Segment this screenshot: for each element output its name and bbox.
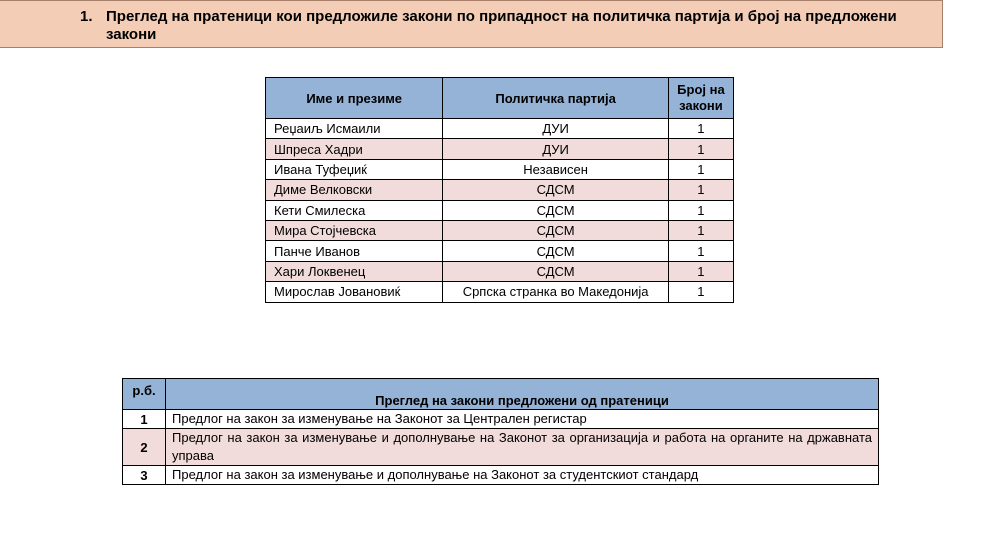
cell-name: Диме Велковски — [266, 180, 443, 200]
cell-name: Панче Иванов — [266, 241, 443, 261]
cell-count: 1 — [668, 159, 733, 179]
cell-name: Кети Смилеска — [266, 200, 443, 220]
cell-count: 1 — [668, 180, 733, 200]
column-header-party: Политичка партија — [443, 78, 668, 119]
cell-party: ДУИ — [443, 119, 668, 139]
laws-table — [122, 378, 879, 485]
cell-party: СДСМ — [443, 180, 668, 200]
cell-name: Мирослав Јовановиќ — [266, 282, 443, 302]
cell-party: СДСМ — [443, 200, 668, 220]
cell-count: 1 — [668, 200, 733, 220]
table-row — [266, 119, 734, 139]
table-row — [266, 261, 734, 281]
table-row — [266, 282, 734, 302]
cell-count: 1 — [668, 261, 733, 281]
cell-party: ДУИ — [443, 139, 668, 159]
cell-name: Ивана Туфеџиќ — [266, 159, 443, 179]
cell-name: Мира Стојчевска — [266, 220, 443, 240]
cell-ordinal: 2 — [123, 429, 166, 466]
cell-count: 1 — [668, 220, 733, 240]
column-header-ordinal: р.б. — [123, 379, 166, 410]
cell-law-title: Предлог на закон за изменување и дополнување на Законот за студентскиот стандард — [166, 466, 879, 485]
column-header-laws: Преглед на закони предложени од пратеници — [166, 379, 879, 410]
column-header-name: Име и презиме — [266, 78, 443, 119]
heading-title: Преглед на пратеници кои предложиле закони по припадност на политичка партија и број на предложени закони — [106, 8, 897, 43]
cell-count: 1 — [668, 241, 733, 261]
heading-number: 1. — [80, 8, 93, 25]
cell-name: Шпреса Хадри — [266, 139, 443, 159]
cell-party: Српска странка во Македонија — [443, 282, 668, 302]
table-row — [123, 466, 879, 485]
mp-table-header-row — [266, 78, 734, 119]
cell-ordinal: 3 — [123, 466, 166, 485]
table-row — [266, 159, 734, 179]
laws-table-header-row — [123, 379, 879, 410]
cell-party: Независен — [443, 159, 668, 179]
table-row — [266, 241, 734, 261]
cell-party: СДСМ — [443, 261, 668, 281]
cell-ordinal: 1 — [123, 410, 166, 429]
cell-count: 1 — [668, 119, 733, 139]
cell-count: 1 — [668, 282, 733, 302]
cell-name: Хари Локвенец — [266, 261, 443, 281]
table-row — [123, 429, 879, 466]
section-heading — [0, 0, 943, 48]
cell-party: СДСМ — [443, 241, 668, 261]
cell-count: 1 — [668, 139, 733, 159]
column-header-count: Број на закони — [668, 78, 733, 119]
table-row — [266, 220, 734, 240]
cell-law-title: Предлог на закон за изменување и дополнување на Законот за организација и работа на органите на државната управа — [166, 429, 879, 466]
cell-law-title: Предлог на закон за изменување на Законот за Централен регистар — [166, 410, 879, 429]
cell-name: Реџаиљ Исмаили — [266, 119, 443, 139]
table-row — [266, 180, 734, 200]
table-row — [266, 200, 734, 220]
mp-table — [265, 77, 734, 303]
table-row — [123, 410, 879, 429]
table-row — [266, 139, 734, 159]
cell-party: СДСМ — [443, 220, 668, 240]
